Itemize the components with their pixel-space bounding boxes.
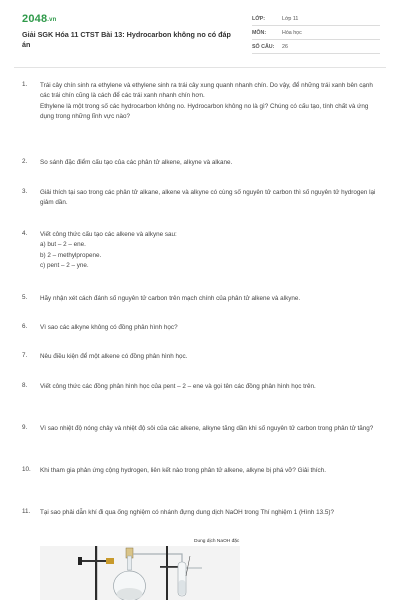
question-number: 3. (22, 188, 28, 195)
question-number: 5. (22, 294, 28, 301)
question-line: Khi tham gia phản ứng cộng hydrogen, liên kết nào trong phân tử alkene, alkyne bị phá vỡ? Giải thích. (40, 467, 326, 474)
question-number: 7. (22, 352, 28, 359)
question-text (40, 158, 380, 168)
flask-neck (128, 556, 132, 570)
document-header (0, 0, 400, 62)
question-line: c) pent – 2 – yne. (40, 261, 89, 269)
meta-key: MÔN: (252, 29, 267, 36)
meta-value: Lớp 11 (282, 15, 299, 22)
meta-row-count (252, 40, 380, 54)
question-line: Giải thích tại sao trong các phân tử alkane, alkene và alkyne có cùng số nguyên tử carbon thì số nguyên tử hydrogen lại giảm dần. (40, 189, 376, 207)
question-text (40, 230, 380, 271)
question-text (40, 466, 380, 476)
question-text (40, 81, 380, 122)
clamp-knob (106, 558, 114, 564)
clamp-head (78, 557, 82, 565)
question-text (40, 382, 380, 392)
logo-suffix: .vn (47, 17, 57, 23)
meta-key: SỐ CÂU: (252, 43, 275, 50)
question-number: 11. (22, 508, 31, 515)
question-line: Vì sao các alkyne không có đồng phân hình học? (40, 324, 178, 331)
question-line: a) but – 2 – ene. (40, 241, 86, 249)
question-line: Viết công thức cấu tạo các alkene và alkyne sau: (40, 231, 177, 238)
question-line: Viết công thức các đồng phân hình học của pent – 2 – ene và gọi tên các đồng phân hình học trên. (40, 383, 316, 390)
question-text (40, 352, 380, 362)
question-number: 4. (22, 230, 28, 237)
question-line: Trái cây chín sinh ra ethylene và ethylene sinh ra trái cây xung quanh nhanh chín. Do vậy, để những trái xanh bên cạnh các trái chín cũng là cách để các trái xanh nhanh chín hơn. (40, 82, 373, 100)
question-line: So sánh đặc điểm cấu tạo của các phân tử alkene, alkyne và alkane. (40, 159, 233, 166)
question-text (40, 188, 380, 209)
meta-key: LỚP: (252, 15, 266, 22)
question-line: Tại sao phải dẫn khí đi qua ống nghiệm có nhánh đựng dung dịch NaOH trong Thí nghiệm 1 (Hình 13.5)? (40, 509, 334, 516)
naoh-solution (179, 580, 186, 595)
flask-liquid (117, 588, 143, 600)
question-text (40, 323, 380, 333)
question-text (40, 424, 380, 434)
meta-value: 26 (282, 43, 288, 50)
document-meta (252, 12, 380, 54)
question-line: Nêu điều kiện để một alkene có đồng phân hình học. (40, 353, 188, 360)
question-line: b) 2 – methylpropene. (40, 251, 102, 259)
naoh-label: Dung dịch NaOH đặc (194, 539, 240, 544)
question-number: 1. (22, 81, 28, 88)
meta-value: Hóa học (282, 29, 302, 36)
logo-text: 2048 (22, 13, 48, 25)
right-clamp-arm (160, 566, 180, 568)
question-line: Vì sao nhiệt độ nóng chảy và nhiệt độ sôi của các alkene, alkyne tăng dần khi số nguyên tử carbon trong phân tử tăng? (40, 425, 374, 432)
question-number: 8. (22, 382, 28, 389)
lab-apparatus-drawing (40, 546, 240, 600)
retort-stand-rod (95, 546, 97, 600)
question-line: Ethylene là một trong số các hydrocarbon không no. Hydrocarbon không no là gì? Chúng có cấu tạo, tính chất và ứng dụng trong những lĩnh vực nào? (40, 102, 369, 120)
header-divider (14, 67, 386, 68)
question-number: 10. (22, 466, 31, 473)
question-text (40, 294, 380, 304)
site-logo[interactable] (22, 13, 57, 25)
lab-apparatus-figure (40, 546, 240, 600)
document-title: Giải SGK Hóa 11 CTST Bài 13: Hydrocarbon không no có đáp án (22, 30, 231, 49)
question-text (40, 508, 380, 518)
question-line: Hãy nhận xét cách đánh số nguyên tử carbon trên mạch chính của phân tử alkene và alkyne. (40, 295, 301, 302)
question-number: 2. (22, 158, 28, 165)
meta-row-grade (252, 12, 380, 26)
meta-row-subject (252, 26, 380, 40)
question-number: 6. (22, 323, 28, 330)
right-stand-rod (166, 546, 168, 600)
question-number: 9. (22, 424, 28, 431)
